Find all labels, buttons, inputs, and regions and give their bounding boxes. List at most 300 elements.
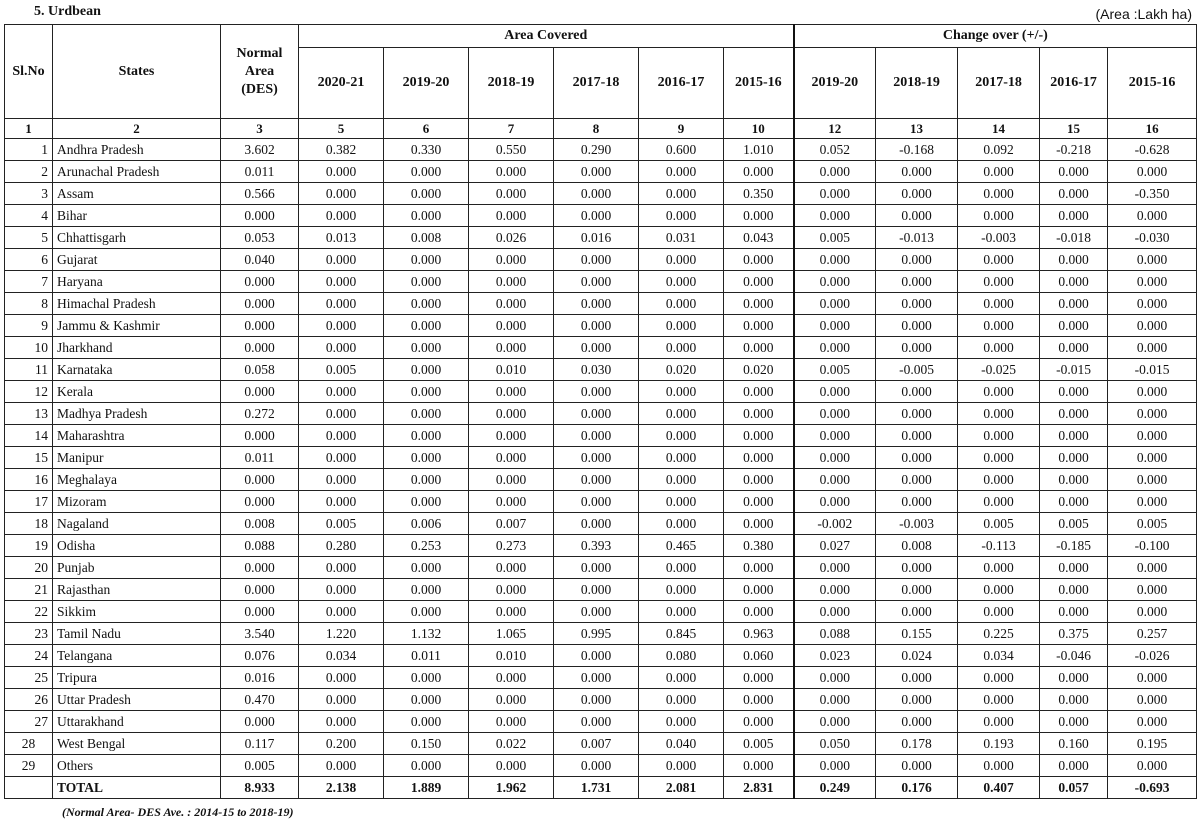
- urdbean-area-table: [4, 24, 1197, 799]
- row-slno: 5: [5, 227, 53, 249]
- row-state: Manipur: [53, 447, 221, 469]
- table-row: [5, 183, 1197, 205]
- unit-note: (Area :Lakh ha): [1095, 6, 1192, 22]
- row-value: 0.160: [1040, 733, 1108, 755]
- row-value: 0.000: [794, 337, 876, 359]
- row-value: 0.000: [221, 337, 299, 359]
- row-value: 0.040: [639, 733, 724, 755]
- row-value: 0.000: [958, 469, 1040, 491]
- table-row: [5, 205, 1197, 227]
- row-slno: 13: [5, 403, 53, 425]
- row-value: 0.000: [221, 491, 299, 513]
- row-value: -0.005: [876, 359, 958, 381]
- row-state: Assam: [53, 183, 221, 205]
- row-value: 0.000: [876, 403, 958, 425]
- row-value: 0.000: [554, 249, 639, 271]
- row-value: 0.000: [299, 469, 384, 491]
- row-value: 0.000: [469, 271, 554, 293]
- row-value: 0.000: [794, 579, 876, 601]
- row-value: 0.000: [384, 425, 469, 447]
- row-value: 0.020: [639, 359, 724, 381]
- total-slno-empty: [5, 777, 53, 799]
- row-slno: 2: [5, 161, 53, 183]
- row-value: 0.550: [469, 139, 554, 161]
- header-change-year: 2016-17: [1040, 48, 1108, 119]
- row-value: 0.000: [554, 425, 639, 447]
- row-value: 0.000: [1108, 425, 1197, 447]
- row-value: 0.000: [299, 249, 384, 271]
- row-value: 0.280: [299, 535, 384, 557]
- row-state: Rajasthan: [53, 579, 221, 601]
- row-value: 0.000: [469, 689, 554, 711]
- row-value: 1.010: [724, 139, 794, 161]
- row-value: 0.000: [1040, 601, 1108, 623]
- column-number: 2: [53, 119, 221, 139]
- row-value: 0.000: [384, 711, 469, 733]
- row-value: 0.000: [554, 557, 639, 579]
- row-value: -0.018: [1040, 227, 1108, 249]
- row-value: 0.000: [384, 161, 469, 183]
- row-value: -0.015: [1108, 359, 1197, 381]
- row-value: 0.000: [876, 557, 958, 579]
- row-value: 1.220: [299, 623, 384, 645]
- table-row: [5, 535, 1197, 557]
- row-slno: 6: [5, 249, 53, 271]
- row-value: -0.185: [1040, 535, 1108, 557]
- row-slno: 29: [5, 755, 53, 777]
- row-value: 0.000: [299, 601, 384, 623]
- row-value: 0.000: [876, 337, 958, 359]
- row-value: 0.000: [554, 315, 639, 337]
- row-value: 0.000: [469, 667, 554, 689]
- row-value: 0.000: [958, 315, 1040, 337]
- row-value: 1.132: [384, 623, 469, 645]
- row-value: 0.000: [554, 601, 639, 623]
- row-value: 0.375: [1040, 623, 1108, 645]
- header-area-year: 2015-16: [724, 48, 794, 119]
- row-value: 0.000: [639, 249, 724, 271]
- row-state: Haryana: [53, 271, 221, 293]
- row-value: 0.000: [384, 491, 469, 513]
- row-value: 0.178: [876, 733, 958, 755]
- row-value: 0.076: [221, 645, 299, 667]
- row-value: 3.540: [221, 623, 299, 645]
- row-value: 0.007: [554, 733, 639, 755]
- row-value: 0.000: [1108, 469, 1197, 491]
- row-value: 0.000: [958, 425, 1040, 447]
- row-value: 0.000: [724, 755, 794, 777]
- row-value: 0.000: [724, 337, 794, 359]
- row-value: 0.005: [1040, 513, 1108, 535]
- row-value: 0.000: [299, 381, 384, 403]
- row-value: 0.000: [639, 755, 724, 777]
- row-value: 0.000: [469, 315, 554, 337]
- row-state: Mizoram: [53, 491, 221, 513]
- row-value: 0.000: [384, 359, 469, 381]
- row-state: Kerala: [53, 381, 221, 403]
- row-value: 0.000: [1040, 161, 1108, 183]
- row-value: 0.008: [221, 513, 299, 535]
- total-value: 2.831: [724, 777, 794, 799]
- table-row: [5, 557, 1197, 579]
- row-value: 0.000: [639, 711, 724, 733]
- row-value: 0.000: [876, 425, 958, 447]
- row-value: 0.000: [1040, 425, 1108, 447]
- row-value: -0.013: [876, 227, 958, 249]
- row-slno: 26: [5, 689, 53, 711]
- table-row: [5, 733, 1197, 755]
- row-value: 0.000: [1040, 711, 1108, 733]
- row-value: 0.000: [639, 601, 724, 623]
- row-value: 0.000: [384, 249, 469, 271]
- row-value: -0.003: [958, 227, 1040, 249]
- row-value: 0.000: [724, 689, 794, 711]
- row-value: 0.000: [1040, 381, 1108, 403]
- row-value: 0.007: [469, 513, 554, 535]
- row-value: 0.000: [724, 161, 794, 183]
- row-value: 0.000: [958, 403, 1040, 425]
- row-value: 0.000: [876, 469, 958, 491]
- row-value: 0.000: [724, 557, 794, 579]
- row-value: 0.000: [221, 425, 299, 447]
- row-value: 0.000: [724, 491, 794, 513]
- row-value: 0.030: [554, 359, 639, 381]
- row-state: Jharkhand: [53, 337, 221, 359]
- row-value: 0.000: [384, 557, 469, 579]
- row-value: 0.000: [554, 403, 639, 425]
- row-value: -0.015: [1040, 359, 1108, 381]
- row-value: 0.016: [221, 667, 299, 689]
- row-value: 0.000: [299, 491, 384, 513]
- row-value: 0.000: [554, 513, 639, 535]
- row-value: 0.845: [639, 623, 724, 645]
- row-value: 0.382: [299, 139, 384, 161]
- header-change-year: 2015-16: [1108, 48, 1197, 119]
- row-value: 0.000: [958, 755, 1040, 777]
- row-value: 0.092: [958, 139, 1040, 161]
- row-value: 0.000: [1040, 755, 1108, 777]
- row-value: 0.000: [1108, 403, 1197, 425]
- row-value: 0.272: [221, 403, 299, 425]
- total-row: [5, 777, 1197, 799]
- row-value: 0.000: [1108, 381, 1197, 403]
- row-value: 0.000: [794, 447, 876, 469]
- row-value: 0.000: [1040, 293, 1108, 315]
- row-value: 0.023: [794, 645, 876, 667]
- row-value: 0.000: [958, 293, 1040, 315]
- row-value: 0.350: [724, 183, 794, 205]
- row-value: 0.000: [639, 667, 724, 689]
- header-area-year: 2016-17: [639, 48, 724, 119]
- row-value: 0.000: [639, 557, 724, 579]
- row-value: 0.000: [639, 337, 724, 359]
- row-value: 0.000: [958, 249, 1040, 271]
- row-value: 0.000: [794, 667, 876, 689]
- row-value: 0.000: [554, 469, 639, 491]
- row-value: 0.000: [794, 469, 876, 491]
- row-value: 0.000: [958, 689, 1040, 711]
- row-slno: 20: [5, 557, 53, 579]
- row-value: 0.000: [958, 491, 1040, 513]
- table-row: [5, 359, 1197, 381]
- row-value: 0.000: [1108, 447, 1197, 469]
- row-value: 0.000: [876, 601, 958, 623]
- row-value: 0.000: [554, 161, 639, 183]
- column-number: 7: [469, 119, 554, 139]
- row-value: 0.000: [1040, 667, 1108, 689]
- row-value: 0.000: [794, 381, 876, 403]
- row-value: 0.000: [554, 447, 639, 469]
- header-normal-area: Normal Area (DES): [221, 25, 299, 119]
- row-value: 0.000: [554, 491, 639, 513]
- row-value: 0.010: [469, 645, 554, 667]
- row-value: 0.000: [794, 491, 876, 513]
- row-value: 0.000: [384, 579, 469, 601]
- row-value: 0.000: [639, 491, 724, 513]
- row-state: Andhra Pradesh: [53, 139, 221, 161]
- row-state: Gujarat: [53, 249, 221, 271]
- row-value: 0.052: [794, 139, 876, 161]
- row-value: -0.218: [1040, 139, 1108, 161]
- row-value: 0.026: [469, 227, 554, 249]
- row-value: 0.000: [639, 381, 724, 403]
- row-value: 0.000: [724, 403, 794, 425]
- row-value: 0.117: [221, 733, 299, 755]
- row-value: 0.011: [221, 447, 299, 469]
- row-value: -0.168: [876, 139, 958, 161]
- row-value: 0.000: [724, 601, 794, 623]
- row-value: 0.393: [554, 535, 639, 557]
- row-value: 0.000: [958, 579, 1040, 601]
- row-value: 0.000: [384, 337, 469, 359]
- row-value: 0.005: [299, 513, 384, 535]
- column-number: 10: [724, 119, 794, 139]
- column-number-row: [5, 119, 1197, 139]
- row-value: 0.000: [221, 205, 299, 227]
- table-row: [5, 645, 1197, 667]
- row-value: 0.225: [958, 623, 1040, 645]
- row-value: 0.000: [554, 205, 639, 227]
- total-value: 1.889: [384, 777, 469, 799]
- row-value: 0.000: [794, 601, 876, 623]
- header-change-year: 2019-20: [794, 48, 876, 119]
- row-value: 0.020: [724, 359, 794, 381]
- header-area-year: 2019-20: [384, 48, 469, 119]
- row-value: -0.002: [794, 513, 876, 535]
- row-value: 0.000: [221, 381, 299, 403]
- row-value: 0.005: [794, 227, 876, 249]
- row-value: 0.000: [384, 755, 469, 777]
- row-value: 0.000: [299, 557, 384, 579]
- row-value: 0.330: [384, 139, 469, 161]
- row-state: Uttarakhand: [53, 711, 221, 733]
- header-area-covered: Area Covered: [299, 25, 794, 48]
- row-value: 0.000: [724, 425, 794, 447]
- row-value: 0.000: [1040, 337, 1108, 359]
- table-row: [5, 425, 1197, 447]
- row-value: 0.000: [1108, 205, 1197, 227]
- row-value: 0.006: [384, 513, 469, 535]
- table-row: [5, 491, 1197, 513]
- total-value: -0.693: [1108, 777, 1197, 799]
- row-value: 0.000: [384, 667, 469, 689]
- row-value: 0.058: [221, 359, 299, 381]
- row-value: 0.000: [876, 711, 958, 733]
- table-row: [5, 161, 1197, 183]
- row-value: 0.000: [1040, 403, 1108, 425]
- row-value: 0.000: [384, 205, 469, 227]
- row-value: 0.031: [639, 227, 724, 249]
- table-row: [5, 403, 1197, 425]
- row-value: 0.005: [1108, 513, 1197, 535]
- row-value: 0.000: [384, 381, 469, 403]
- row-state: Bihar: [53, 205, 221, 227]
- row-slno: 11: [5, 359, 53, 381]
- row-slno: 27: [5, 711, 53, 733]
- row-value: 0.005: [724, 733, 794, 755]
- row-value: 0.000: [1040, 557, 1108, 579]
- row-value: 0.024: [876, 645, 958, 667]
- row-value: 0.000: [724, 579, 794, 601]
- row-value: 0.080: [639, 645, 724, 667]
- row-value: 0.000: [724, 667, 794, 689]
- row-value: 0.000: [794, 755, 876, 777]
- table-row: [5, 139, 1197, 161]
- row-value: 0.000: [554, 183, 639, 205]
- row-value: 0.200: [299, 733, 384, 755]
- table-row: [5, 227, 1197, 249]
- row-state: Telangana: [53, 645, 221, 667]
- row-value: 0.000: [469, 755, 554, 777]
- row-value: 0.000: [794, 557, 876, 579]
- row-value: 0.000: [221, 293, 299, 315]
- column-number: 9: [639, 119, 724, 139]
- row-value: 0.000: [299, 447, 384, 469]
- row-value: -0.025: [958, 359, 1040, 381]
- row-value: 0.000: [469, 557, 554, 579]
- row-value: -0.628: [1108, 139, 1197, 161]
- table-body: [5, 139, 1197, 799]
- row-value: 0.060: [724, 645, 794, 667]
- row-value: -0.046: [1040, 645, 1108, 667]
- row-value: 0.000: [639, 161, 724, 183]
- row-state: Chhattisgarh: [53, 227, 221, 249]
- column-number: 8: [554, 119, 639, 139]
- row-value: 0.000: [724, 293, 794, 315]
- row-value: 0.000: [221, 557, 299, 579]
- row-slno: 21: [5, 579, 53, 601]
- table-row: [5, 293, 1197, 315]
- column-number: 15: [1040, 119, 1108, 139]
- row-value: 0.000: [794, 183, 876, 205]
- row-value: 0.000: [384, 601, 469, 623]
- row-value: 0.000: [1040, 491, 1108, 513]
- row-value: 0.566: [221, 183, 299, 205]
- row-slno: 12: [5, 381, 53, 403]
- row-value: 0.000: [469, 579, 554, 601]
- row-value: 0.000: [724, 205, 794, 227]
- row-value: 0.000: [1040, 447, 1108, 469]
- row-value: 0.000: [1040, 183, 1108, 205]
- row-value: 0.380: [724, 535, 794, 557]
- total-value: 0.249: [794, 777, 876, 799]
- row-value: 0.013: [299, 227, 384, 249]
- row-slno: 22: [5, 601, 53, 623]
- row-value: 0.253: [384, 535, 469, 557]
- header-change-year: 2018-19: [876, 48, 958, 119]
- row-state: Others: [53, 755, 221, 777]
- row-value: 0.000: [639, 403, 724, 425]
- row-value: 0.000: [469, 447, 554, 469]
- row-value: 0.000: [554, 293, 639, 315]
- row-value: 0.000: [1108, 557, 1197, 579]
- total-value: 0.407: [958, 777, 1040, 799]
- row-value: 0.000: [469, 161, 554, 183]
- row-value: 0.000: [876, 271, 958, 293]
- row-value: 0.000: [794, 293, 876, 315]
- row-slno: 17: [5, 491, 53, 513]
- row-slno: 1: [5, 139, 53, 161]
- row-value: 0.000: [299, 183, 384, 205]
- header-change-over: Change over (+/-): [794, 25, 1197, 48]
- row-value: 0.000: [221, 469, 299, 491]
- row-value: 0.000: [724, 249, 794, 271]
- row-value: 0.290: [554, 139, 639, 161]
- table-row: [5, 601, 1197, 623]
- row-slno: 4: [5, 205, 53, 227]
- row-value: 0.000: [554, 667, 639, 689]
- row-value: 0.000: [724, 315, 794, 337]
- row-value: 0.011: [384, 645, 469, 667]
- header-change-year: 2017-18: [958, 48, 1040, 119]
- header-area-year: 2018-19: [469, 48, 554, 119]
- row-state: Uttar Pradesh: [53, 689, 221, 711]
- row-value: 0.000: [469, 293, 554, 315]
- row-value: 0.000: [299, 403, 384, 425]
- row-value: 0.995: [554, 623, 639, 645]
- row-slno: 14: [5, 425, 53, 447]
- total-label: TOTAL: [53, 777, 221, 799]
- page-title: 5. Urdbean: [34, 4, 101, 19]
- row-value: 0.000: [876, 315, 958, 337]
- row-value: 0.040: [221, 249, 299, 271]
- row-value: 0.000: [876, 579, 958, 601]
- row-value: 0.000: [724, 447, 794, 469]
- row-value: 0.000: [639, 183, 724, 205]
- row-value: 0.000: [958, 161, 1040, 183]
- row-value: 0.000: [639, 293, 724, 315]
- row-value: 0.000: [554, 711, 639, 733]
- row-value: 0.193: [958, 733, 1040, 755]
- row-value: 0.000: [1108, 667, 1197, 689]
- row-value: 0.000: [639, 271, 724, 293]
- table-row: [5, 315, 1197, 337]
- total-value: 8.933: [221, 777, 299, 799]
- row-value: 0.000: [1040, 271, 1108, 293]
- row-value: 0.000: [1108, 337, 1197, 359]
- row-value: 0.011: [221, 161, 299, 183]
- row-value: 0.000: [958, 557, 1040, 579]
- row-value: 0.000: [299, 315, 384, 337]
- row-value: 0.000: [639, 447, 724, 469]
- row-value: 0.000: [384, 469, 469, 491]
- row-value: 0.000: [384, 271, 469, 293]
- row-state: Maharashtra: [53, 425, 221, 447]
- table-row: [5, 579, 1197, 601]
- row-value: 0.000: [876, 183, 958, 205]
- row-value: 0.000: [724, 381, 794, 403]
- row-value: 0.000: [469, 469, 554, 491]
